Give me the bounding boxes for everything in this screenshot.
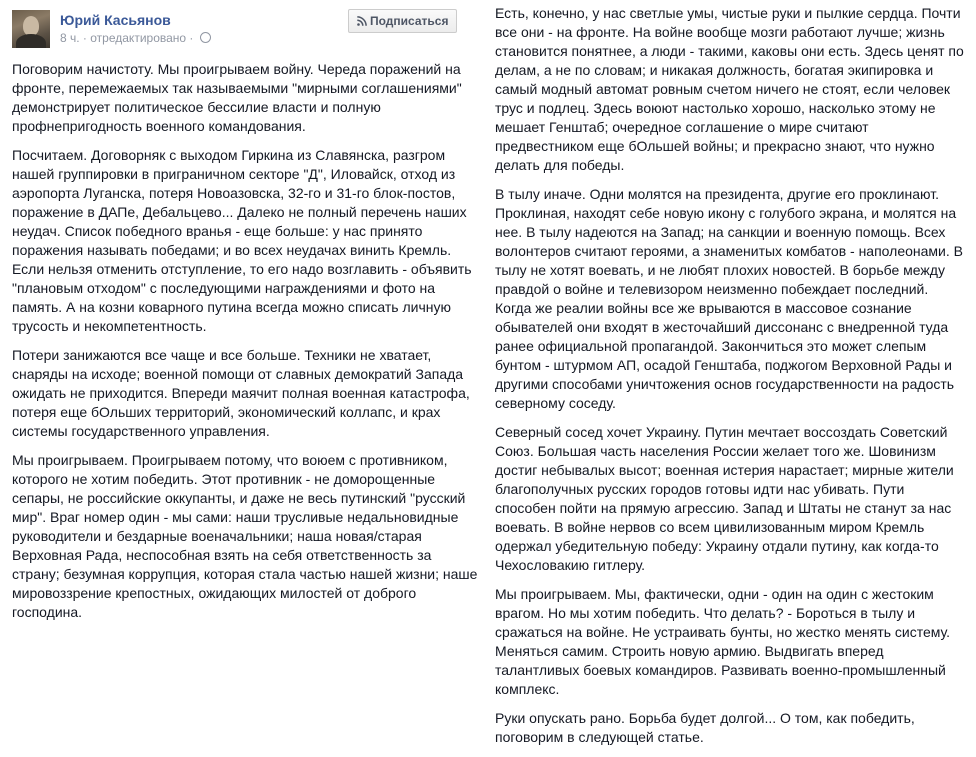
right-column [486,0,976,757]
subscribe-label: Подписаться [370,14,449,28]
post-header [0,0,486,51]
paragraph: Посчитаем. Договорняк с выходом Гиркина из Славянска, разгром нашей группировки в приграничном секторе "Д", Иловайск, отход из аэропорта Луганска, потеря Новоазовска, 32-го и 31-го блок-постов, поражение в ДАПе, Дебальцево... Далеко не полный перечень наших неудач. Список победного вранья - еще больше: у нас принято поражения называть победами; и во всех неудачах винить Кремль. Если нельзя отменить отступление, то его надо возглавить - объявить "плановым отходом" с последующими награждениями и фото на память. А на козни коварного путина всегда можно списать личную трусость и некомпетентность. [12,147,472,334]
avatar-head [23,16,39,36]
paragraph: Мы проигрываем. Проигрываем потому, что воюем с противником, которого не хотим победить. Этот противник - не доморощенные сепары, не российские оккупанты, и даже не весь путинский "русский мир". Враг номер один - мы сами: наши трусливые недальновидные руководители и бездарные военачальники; наша новая/старая Верховная Рада, неспособная взять на себя ответственность за страну; безумная коррупция, которая стала частью нашей жизни; наше мировоззрение крепостных, ожидающих милостей от доброго господина. [12,452,478,620]
paragraph: В тылу иначе. Одни молятся на президента, другие его проклинают. Проклиная, находят себе новую икону с голубого экрана, и молятся на нее. В тылу надеются на Запад; на санкции и военную помощь. Всех волонтеров считают героями, а знаменитых комбатов - наполеонами. В тылу не хотят воевать, и не любят плохих новостей. В борьбе между правдой о войне и телевизором неизменно побеждает последний. Когда же реалии войны все же врываются в массовое сознание обывателей они входят в жесточайший диссонанс с внедренной туда ранее официальной пропагандой. Закончиться это может слепым бунтом - штурмом АП, осадой Генштаба, поджогом Верховной Рады и другими способами уничтожения основ государственности на радость северному соседу. [495,186,963,411]
author-name[interactable]: Юрий Касьянов [60,12,171,28]
post-body-left [0,51,478,622]
post-meta [60,31,211,46]
subscribe-button[interactable] [348,9,457,33]
rss-icon [357,16,367,26]
meta-separator: · [79,31,91,45]
post-time[interactable]: 8 ч. [60,31,80,45]
paragraph: Потери занижаются все чаще и все больше. Техники не хватает, снаряды на исходе; военной помощи от славных демократий Запада ожидать не приходится. Впереди маячит полная военная катастрофа, потеря еще бОльших территорий, экономический коллапс, и крах системы государственного управления. [12,347,470,439]
avatar[interactable] [12,10,50,48]
paragraph: Поговорим начистоту. Мы проигрываем войну. Череда поражений на фронте, перемежаемых так называемыми "мирными соглашениями" демонстрирует политическое бессилие власти и полную профнепригодность военного командования. [12,61,462,134]
globe-icon[interactable] [200,32,211,43]
left-column [0,0,486,632]
paragraph: Мы проигрываем. Мы, фактически, одни - один на один с жестоким врагом. Но мы хотим победить. Что делать? - Бороться в тылу и сражаться на войне. Не устраивать бунты, но жестко менять систему. Меняться самим. Строить новую армию. Выдвигать вперед талантливых боевых командиров. Развивать военно-промышленный комплекс. [495,586,951,697]
paragraph: Руки опускать рано. Борьба будет долгой... О том, как победить, поговорим в следующей статье. [495,710,915,745]
post-body-right [486,0,976,747]
avatar-shoulders [16,34,46,48]
paragraph: Есть, конечно, у нас светлые умы, чистые руки и пылкие сердца. Почти все они - на фронте. На войне вообще мозги работают лучше; жизнь становится понятнее, а люди - такими, каковы они есть. Здесь ценят по делам, а не по словам; и никакая должность, богатая экипировка и самый модный автомат ровным счетом ничего не стоят, если человек трус и подлец. Здесь воюют настолько хорошо, насколько этому не мешает Генштаб; очередное соглашение о мире считают предвестником еще бОльшей войны; и прекрасно знают, что нужно делать для победы. [495,5,964,173]
paragraph: Северный сосед хочет Украину. Путин мечтает воссоздать Советский Союз. Большая часть населения России желает того же. Шовинизм достиг небывалых высот; военная истерия нарастает; мирные жители благополучных русских городов готовы идти нас убивать. Пути способен пойти на прямую агрессию. Запад и Штаты не станут за нас воевать. В войне нервов со всем цивилизованным миром Кремль одержал убедительную победу: Украину отдали путину, как когда-то Чехословакию гитлеру. [495,424,954,573]
edited-label[interactable]: отредактировано [90,31,187,45]
meta-separator: · [186,31,197,45]
